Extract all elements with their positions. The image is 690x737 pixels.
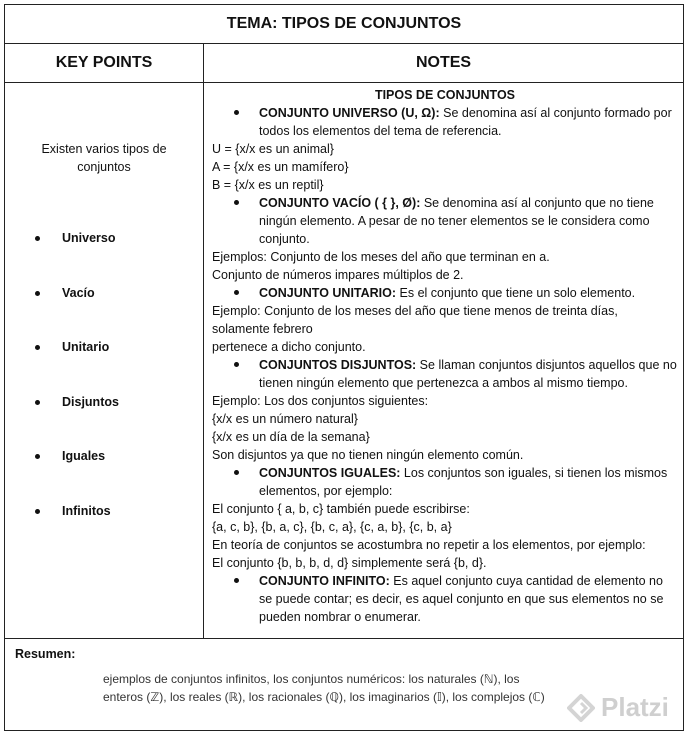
key-points-column bbox=[5, 83, 204, 638]
note-line: Son disjuntos ya que no tienen ningún elemento común. bbox=[212, 448, 524, 462]
note-line: En teoría de conjuntos se acostumbra no repetir a los elementos, por ejemplo: bbox=[212, 538, 646, 552]
page-title bbox=[5, 5, 683, 44]
key-points-header: KEY POINTS bbox=[5, 44, 204, 82]
bullet-icon bbox=[35, 345, 40, 350]
note-vacio: CONJUNTO VACÍO ( { }, Ø): Se denomina así al conjunto que no tiene ningún elemento. A pesar de no tener elementos se le considera como conjunto. bbox=[212, 194, 678, 248]
header-row bbox=[5, 44, 683, 83]
notes-header: NOTES bbox=[415, 54, 472, 71]
note-unitario: CONJUNTO UNITARIO: Es el conjunto que tiene un solo elemento. bbox=[212, 284, 678, 302]
platzi-logo-icon bbox=[567, 694, 595, 722]
note-line: A = {x/x es un mamífero} bbox=[212, 160, 349, 174]
bullet-icon bbox=[234, 470, 239, 475]
note-line: Ejemplo: Conjunto de los meses del año que tiene menos de treinta días, solamente febrero bbox=[212, 304, 618, 336]
summary-label: Resumen: bbox=[15, 647, 76, 661]
watermark-text: Platzi bbox=[601, 692, 669, 722]
note-line: {x/x es un día de la semana} bbox=[212, 430, 370, 444]
note-line: {x/x es un número natural} bbox=[212, 412, 358, 426]
bullet-icon bbox=[35, 454, 40, 459]
notes-heading: TIPOS DE CONJUNTOS bbox=[374, 88, 516, 102]
cornell-notes-table bbox=[4, 4, 684, 731]
bullet-icon bbox=[234, 200, 239, 205]
bullet-icon bbox=[234, 110, 239, 115]
key-point-item: Unitario bbox=[35, 340, 109, 354]
bullet-icon bbox=[234, 578, 239, 583]
key-point-item: Infinitos bbox=[35, 504, 111, 518]
key-point-item: Iguales bbox=[35, 449, 105, 463]
note-disjuntos: CONJUNTOS DISJUNTOS: Se llaman conjuntos disjuntos aquellos que no tienen ningún elemento que pertenezca a ambos al mismo tiempo. bbox=[212, 356, 678, 392]
note-line: B = {x/x es un reptil} bbox=[212, 178, 324, 192]
key-point-item: Disjuntos bbox=[35, 395, 119, 409]
note-line: pertenece a dicho conjunto. bbox=[212, 340, 366, 354]
bullet-icon bbox=[35, 291, 40, 296]
bullet-icon bbox=[234, 290, 239, 295]
platzi-watermark bbox=[567, 692, 669, 723]
note-universo: CONJUNTO UNIVERSO (U, Ω): Se denomina así al conjunto formado por todos los elementos del tema de referencia. bbox=[212, 104, 678, 140]
content-row bbox=[5, 83, 683, 639]
note-line: Ejemplos: Conjunto de los meses del año que terminan en a. bbox=[212, 250, 550, 264]
bullet-icon bbox=[35, 509, 40, 514]
key-point-item: Universo bbox=[35, 231, 116, 245]
note-line: Ejemplo: Los dos conjuntos siguientes: bbox=[212, 394, 429, 408]
notes-content bbox=[212, 86, 678, 626]
summary-line: enteros (ℤ), los reales (ℝ), los racionales (ℚ), los imaginarios (𝕀), los complejos (ℂ) bbox=[103, 690, 545, 704]
note-line: El conjunto {b, b, b, d, d} simplemente será {b, d}. bbox=[212, 556, 487, 570]
note-line: U = {x/x es un animal} bbox=[212, 142, 334, 156]
note-line: Conjunto de números impares múltiplos de 2. bbox=[212, 268, 464, 282]
note-line: {a, c, b}, {b, a, c}, {b, c, a}, {c, a, b}, {c, b, a} bbox=[212, 520, 452, 534]
note-line: El conjunto { a, b, c} también puede escribirse: bbox=[212, 502, 470, 516]
key-points-intro: Existen varios tipos de conjuntos bbox=[41, 142, 167, 174]
summary-text bbox=[103, 670, 603, 706]
note-iguales: CONJUNTOS IGUALES: Los conjuntos son iguales, si tienen los mismos elementos, por ejemplo: bbox=[212, 464, 678, 500]
key-point-item: Vacío bbox=[35, 286, 95, 300]
bullet-icon bbox=[234, 362, 239, 367]
notes-column bbox=[204, 83, 683, 638]
note-infinito: CONJUNTO INFINITO: Es aquel conjunto cuya cantidad de elemento no se puede contar; es decir, es aquel conjunto en que sus elementos no se pueden nombrar o enumerar. bbox=[212, 572, 678, 626]
title-text: TEMA: TIPOS DE CONJUNTOS bbox=[226, 15, 462, 32]
bullet-icon bbox=[35, 236, 40, 241]
summary-line: ejemplos de conjuntos infinitos, los conjuntos numéricos: los naturales (ℕ), los bbox=[103, 672, 520, 686]
bullet-icon bbox=[35, 400, 40, 405]
